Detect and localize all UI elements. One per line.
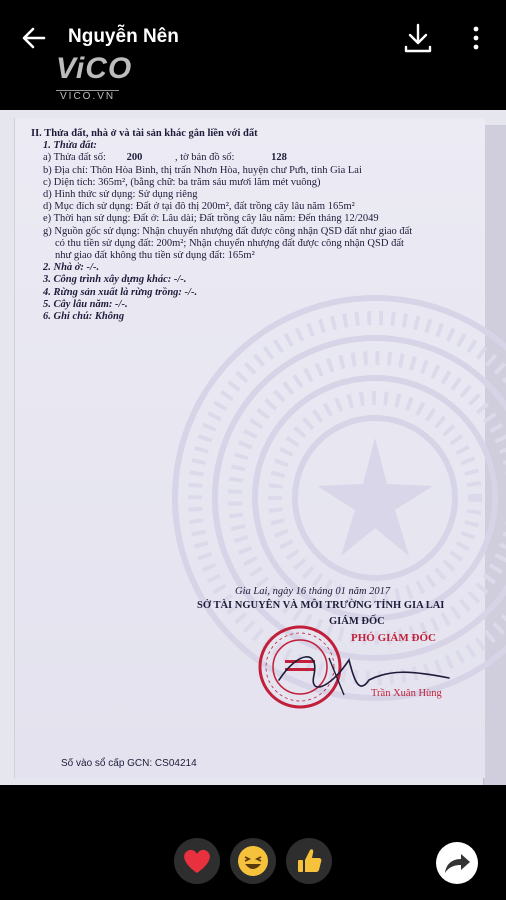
page-title: Nguyễn Nên [68, 26, 179, 47]
issue-date: Gia Lai, ngày 16 tháng 01 năm 2017 [235, 586, 391, 597]
section-title: II. Thửa đất, nhà ở và tài sản khác gắn liền với đất [31, 128, 258, 139]
map-sheet-number: 128 [271, 152, 287, 164]
heart-reaction-button[interactable] [174, 838, 220, 884]
registry-number: Số vào sổ cấp GCN: CS04214 [61, 758, 197, 769]
department-name: SỞ TÀI NGUYÊN VÀ MÔI TRƯỜNG TỈNH GIA LAI [197, 600, 445, 611]
signer-name: Trần Xuân Hùng [371, 688, 442, 699]
download-icon[interactable] [400, 20, 436, 56]
thumbs-up-icon [286, 838, 332, 884]
usage-purpose-line: d) Mục đích sử dụng: Đất ở tại đô thị 200m², đất trồng cây lâu năm 165m² [43, 201, 355, 213]
certificate-page [14, 118, 485, 778]
laughing-face-icon [230, 838, 276, 884]
like-reaction-button[interactable] [286, 838, 332, 884]
origin-line-2: có thu tiền sử dụng đất: 200m²; Nhận chuyển nhượng đất được công nhận QSD đất [55, 237, 404, 249]
parcel-number: 200 [126, 152, 143, 164]
section-4: 4. Rừng sản xuất là rừng trồng: -/-. [43, 286, 198, 298]
watermark-small: VICO.VN [56, 90, 119, 102]
share-arrow-icon [436, 842, 478, 884]
share-button[interactable] [436, 842, 478, 884]
origin-line-1: g) Nguồn gốc sử dụng: Nhận chuyển nhượng đất được công nhận QSD đất như giao đất [43, 225, 413, 237]
top-bar [0, 0, 506, 102]
section-1-title: 1. Thửa đất: [43, 140, 97, 152]
handwritten-signature-icon [259, 640, 459, 710]
director-title: GIÁM ĐỐC [329, 616, 385, 627]
watermark-big: ViCO [56, 52, 133, 85]
section-5: 5. Cây lâu năm: -/-. [43, 298, 128, 310]
map-sheet-label: , tờ bản đồ số: [174, 152, 235, 164]
reaction-bar [0, 830, 506, 900]
document-photo [0, 110, 506, 785]
parcel-label: a) Thửa đất số: [43, 152, 106, 164]
area-line: c) Diện tích: 365m², (bằng chữ: ba trăm sáu mươi lăm mét vuông) [43, 176, 321, 188]
back-arrow-icon[interactable] [18, 22, 50, 54]
signature-block [29, 580, 499, 780]
watermark-logo [56, 52, 132, 104]
section-3: 3. Công trình xây dựng khác: -/-. [43, 274, 187, 286]
section-6: 6. Ghi chú: Không [43, 311, 125, 323]
section-2: 2. Nhà ở: -/-. [43, 262, 100, 274]
deputy-director-title: PHÓ GIÁM ĐỐC [351, 632, 436, 644]
more-options-icon[interactable] [466, 20, 486, 56]
parcel-number-line [31, 152, 481, 164]
laugh-reaction-button[interactable] [230, 838, 276, 884]
heart-icon [174, 838, 220, 884]
usage-form-line: d) Hình thức sử dụng: Sử dụng riêng [43, 189, 198, 201]
certificate-text [31, 128, 481, 323]
origin-line-3: như giao đất không thu tiền sử dụng đất: 165m² [55, 250, 255, 262]
address-line: b) Địa chỉ: Thôn Hòa Bình, thị trấn Nhơn Hòa, huyện chư Pưh, tỉnh Gia Lai [43, 164, 362, 176]
usage-term-line: e) Thời hạn sử dụng: Đất ở: Lâu dài; Đất trồng cây lâu năm: Đến tháng 12/2049 [43, 213, 379, 225]
